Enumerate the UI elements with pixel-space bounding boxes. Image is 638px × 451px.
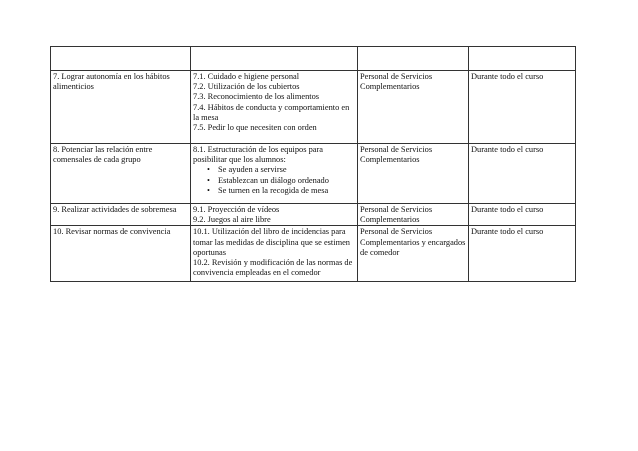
responsible-cell <box>358 204 469 226</box>
actions-cell <box>191 226 358 282</box>
responsible-text: Personal de Servicios Complementarios <box>360 205 433 225</box>
list-item <box>207 165 355 175</box>
timing-text: Durante todo el curso <box>471 145 544 154</box>
action-intro: 8.1. Estructuración de los equipos para posibilitar que los alumnos: <box>193 145 324 165</box>
action-item: 7.2. Utilización de los cubiertos <box>193 82 300 92</box>
table-row <box>51 226 576 282</box>
bullet-text: Se ayuden a servirse <box>218 165 287 175</box>
actions-cell <box>191 144 358 204</box>
table-row <box>51 144 576 204</box>
bullet-text: Se turnen en la recogida de mesa <box>218 185 329 195</box>
action-item: 10.2. Revisión y modificación de las normas de convivencia empleadas en el comedor <box>193 258 353 278</box>
objective-cell <box>51 71 191 144</box>
bullet-icon: • <box>207 185 210 195</box>
responsible-cell <box>358 144 469 204</box>
actions-cell <box>191 204 358 226</box>
objective-text: 8. Potenciar las relación entre comensales de cada grupo <box>53 145 153 165</box>
action-item: 9.2. Juegos al aire libre <box>193 215 271 225</box>
table-row <box>51 204 576 226</box>
header-cell-objective <box>51 47 191 71</box>
header-cell-actions <box>191 47 358 71</box>
timing-text: Durante todo el curso <box>471 227 544 237</box>
action-item: 7.5. Pedir lo que necesiten con orden <box>193 123 317 133</box>
bullet-list <box>193 165 355 196</box>
timing-cell <box>469 226 576 282</box>
responsible-text: Personal de Servicios Complementarios <box>360 72 433 92</box>
bullet-icon: • <box>207 175 210 185</box>
responsible-text: Personal de Servicios Complementarios <box>360 145 433 165</box>
table-header-row <box>51 47 576 71</box>
responsible-cell <box>358 71 469 144</box>
timing-text: Durante todo el curso <box>471 205 544 214</box>
action-item: 7.4. Hábitos de conducta y comportamiento en la mesa <box>193 102 350 122</box>
action-item: 7.1. Cuidado e higiene personal <box>193 72 300 81</box>
timing-cell <box>469 144 576 204</box>
activities-table <box>50 46 576 282</box>
timing-cell <box>469 71 576 144</box>
objective-cell <box>51 226 191 282</box>
timing-text: Durante todo el curso <box>471 72 544 81</box>
action-item: 7.3. Reconocimiento de los alimentos <box>193 92 320 102</box>
bullet-text: Establezcan un diálogo ordenado <box>218 175 329 185</box>
list-item <box>207 176 355 186</box>
header-cell-responsible <box>358 47 469 71</box>
list-item <box>207 186 355 196</box>
responsible-cell <box>358 226 469 282</box>
objective-text: 9. Realizar actividades de sobremesa <box>53 205 177 214</box>
table-row <box>51 71 576 144</box>
objective-text: 7. Lograr autonomía en los hábitos alimenticios <box>53 72 170 92</box>
responsible-text: Personal de Servicios Complementarios y encargados de comedor <box>360 227 466 257</box>
bullet-icon: • <box>207 165 210 175</box>
action-item: 10.1. Utilización del libro de incidencias para tomar las medidas de disciplina que se estimen oportunas <box>193 227 350 257</box>
header-cell-timing <box>469 47 576 71</box>
objective-cell <box>51 204 191 226</box>
objective-cell <box>51 144 191 204</box>
action-item: 9.1. Proyección de vídeos <box>193 205 280 214</box>
objective-text: 10. Revisar normas de convivencia <box>53 227 171 237</box>
actions-cell <box>191 71 358 144</box>
timing-cell <box>469 204 576 226</box>
